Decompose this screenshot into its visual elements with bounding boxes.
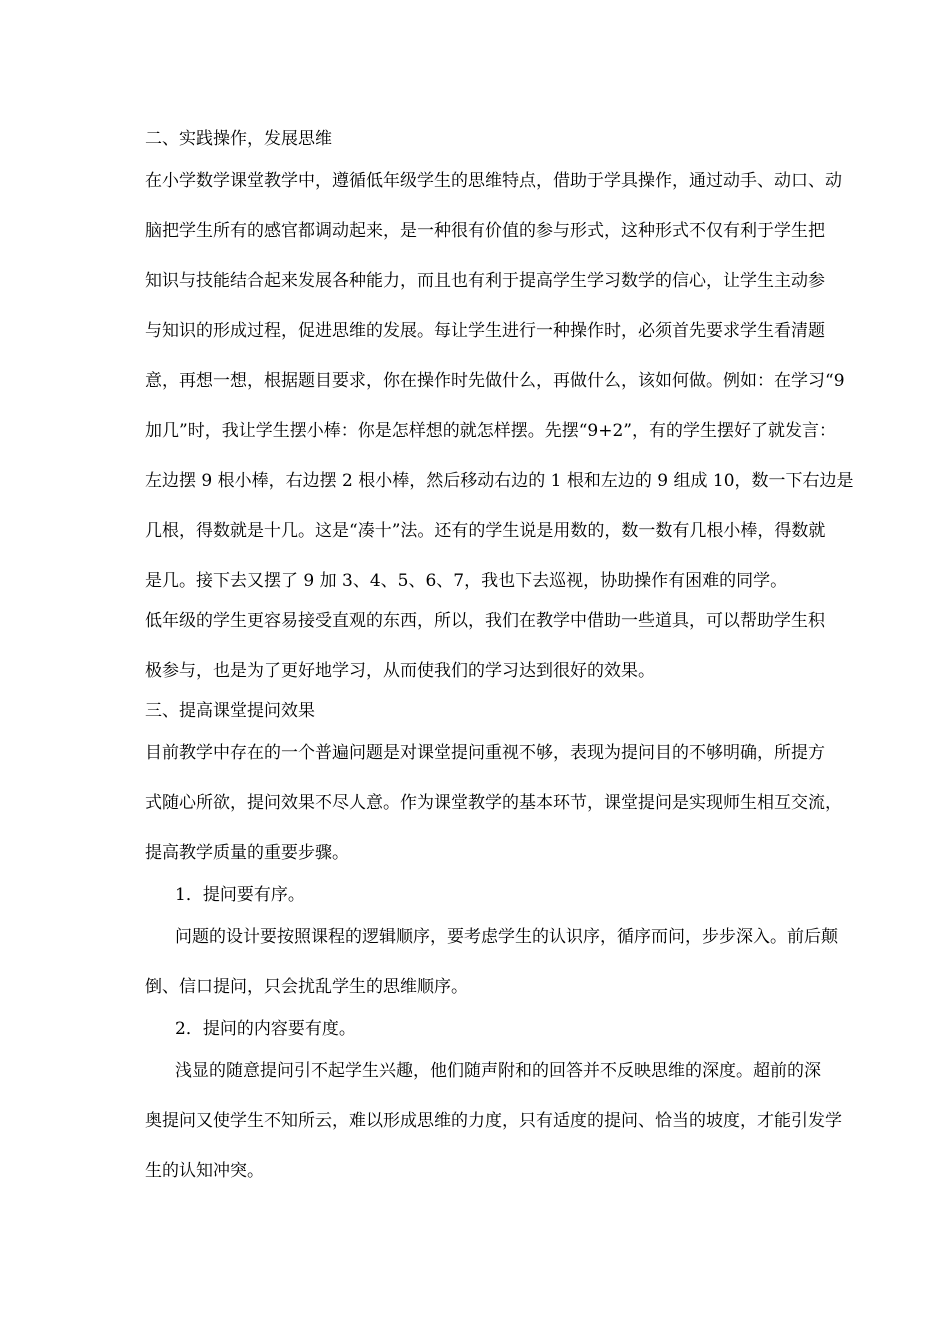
- paragraph-line: 奥提问又使学生不知所云，难以形成思维的力度，只有适度的提问、恰当的坡度，才能引发学: [145, 1111, 842, 1131]
- paragraph-line: 目前教学中存在的一个普遍问题是对课堂提问重视不够，表现为提问目的不够明确，所提方: [145, 743, 825, 763]
- paragraph-line: 意，再想一想，根据题目要求，你在操作时先做什么，再做什么，该如何做。例如：在学习“9: [145, 371, 845, 391]
- paragraph-line: 浅显的随意提问引不起学生兴趣，他们随声附和的回答并不反映思维的深度。超前的深: [175, 1061, 821, 1081]
- paragraph-line: 几根，得数就是十几。这是“凑十”法。还有的学生说是用数的，数一数有几根小棒，得数就: [145, 521, 826, 541]
- paragraph-line: 低年级的学生更容易接受直观的东西，所以，我们在教学中借助一些道具，可以帮助学生积: [145, 611, 825, 631]
- paragraph-line: 生的认知冲突。: [145, 1161, 264, 1181]
- paragraph-line: 脑把学生所有的感官都调动起来，是一种很有价值的参与形式，这种形式不仅有利于学生把: [145, 221, 825, 241]
- paragraph-line: 式随心所欲，提问效果不尽人意。作为课堂教学的基本环节，课堂提问是实现师生相互交流，: [145, 793, 842, 813]
- paragraph-line: 极参与，也是为了更好地学习，从而使我们的学习达到很好的效果。: [145, 661, 655, 681]
- paragraph-line: 知识与技能结合起来发展各种能力，而且也有利于提高学生学习数学的信心，让学生主动参: [145, 271, 825, 291]
- paragraph-line: 与知识的形成过程，促进思维的发展。每让学生进行一种操作时，必须首先要求学生看清题: [145, 321, 825, 341]
- paragraph-line: 加几”时，我让学生摆小棒：你是怎样想的就怎样摆。先摆“9+2”，有的学生摆好了就发言：: [145, 421, 836, 441]
- paragraph-line: 提高教学质量的重要步骤。: [145, 843, 349, 863]
- paragraph-line: 左边摆 9 根小棒，右边摆 2 根小棒，然后移动右边的 1 根和左边的 9 组成 10，数一下右边是: [145, 471, 854, 491]
- section-heading-practice: 二、实践操作，发展思维: [145, 129, 332, 149]
- paragraph-line: 在小学数学课堂教学中，遵循低年级学生的思维特点，借助于学具操作，通过动手、动口、动: [145, 171, 842, 191]
- paragraph-line: 问题的设计要按照课程的逻辑顺序，要考虑学生的认识序，循序而问，步步深入。前后颠: [175, 927, 838, 947]
- paragraph-line: 倒、信口提问，只会扰乱学生的思维顺序。: [145, 977, 468, 997]
- list-item-title: 1．提问要有序。: [175, 885, 305, 905]
- list-item-title: 2．提问的内容要有度。: [175, 1019, 356, 1039]
- paragraph-line: 是几。接下去又摆了 9 加 3、4、5、6、7，我也下去巡视，协助操作有困难的同学。: [145, 571, 788, 591]
- section-heading-questioning: 三、提高课堂提问效果: [145, 701, 315, 721]
